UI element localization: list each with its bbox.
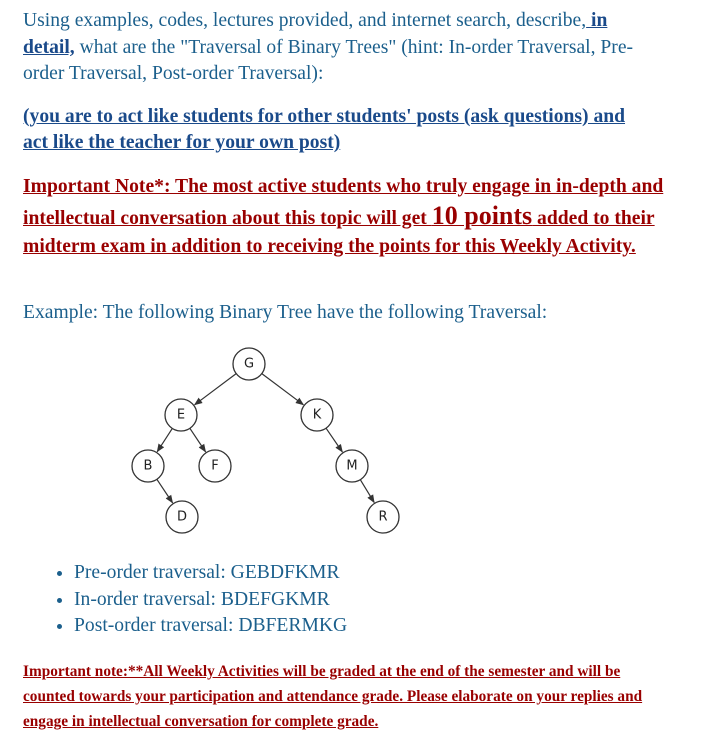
tree-node-label: G <box>243 356 255 372</box>
inorder-traversal: • In-order traversal: BDEFGKMR <box>74 587 347 614</box>
tree-edge-M-R <box>360 480 374 503</box>
tree-edge-B-D <box>157 479 173 503</box>
tree-node-D <box>166 501 198 533</box>
tree-node-M <box>336 450 368 482</box>
intro-paragraph <box>23 8 663 88</box>
tree-node-label: E <box>176 407 186 423</box>
tree-edge-E-B <box>157 428 172 451</box>
intro-text-start: Using examples, codes, lectures provided, and internet search, describe, <box>23 10 587 31</box>
tree-edge-E-F <box>190 428 206 452</box>
tree-node-label: D <box>176 509 188 525</box>
tree-node-K <box>301 399 333 431</box>
in-detail-emphasis: in detail, <box>23 10 608 58</box>
tree-node-R <box>367 501 399 533</box>
tree-node-label: M <box>346 458 358 474</box>
tree-edge-G-E <box>195 374 237 405</box>
preorder-traversal: • Pre-order traversal: GEBDFKMR <box>74 560 347 587</box>
postorder-traversal: • Post-order traversal: DBFERMKG <box>74 613 347 640</box>
grading-note: Important note:**All Weekly Activities will be graded at the end of the semester and will be counted towards your participation and attendance grade. Please elaborate on your replies and engage in intellectual conversation for complete grade. <box>23 663 643 730</box>
tree-node-label: R <box>378 509 388 525</box>
tree-node-label: K <box>312 407 322 423</box>
tree-node-label: F <box>211 458 219 474</box>
important-note-end: added to their midterm exam in addition to receiving the points for this Weekly Activity. <box>23 207 655 257</box>
tree-node-label: B <box>143 458 153 474</box>
binary-tree-diagram <box>120 340 420 540</box>
important-note <box>23 173 683 262</box>
example-heading: Example: The following Binary Tree have the following Traversal: <box>23 302 548 323</box>
traversal-list <box>55 560 347 640</box>
tree-node-G <box>233 348 265 380</box>
tree-edge-K-M <box>326 428 342 452</box>
tree-node-E <box>165 399 197 431</box>
tree-node-F <box>199 450 231 482</box>
bonus-points: 10 points <box>431 200 533 230</box>
intro-text-end: what are the "Traversal of Binary Trees" (hint: In-order Traversal, Pre-order Traversal, Post-order Traversal): <box>23 36 634 84</box>
tree-edge-G-K <box>262 374 304 405</box>
important-note-start: Important Note*: The most active students who truly engage in in-depth and intellectual conversation about this topic will get <box>23 176 664 229</box>
tree-node-B <box>132 450 164 482</box>
instruction-text: (you are to act like students for other students' posts (ask questions) and act like the teacher for your own post) <box>23 106 626 153</box>
